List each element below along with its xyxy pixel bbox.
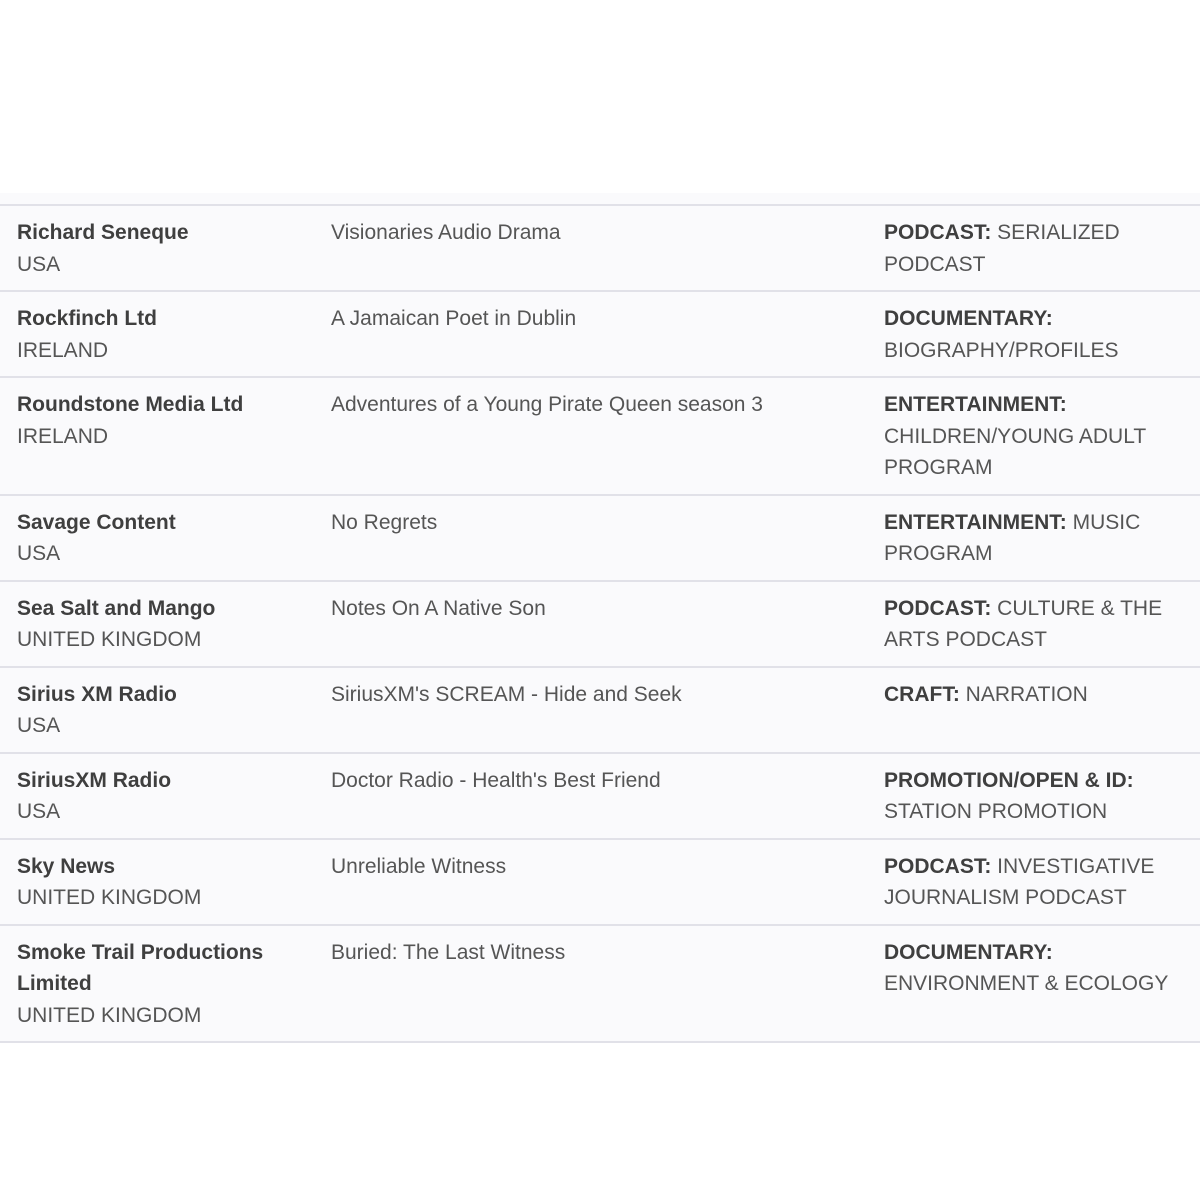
entrant-name: Sea Salt and Mango: [17, 596, 216, 620]
entrant-cell: [0, 217, 331, 280]
entry-title: Doctor Radio - Health's Best Friend: [331, 768, 661, 792]
entrant-cell: [0, 851, 331, 914]
entrant-cell: [0, 765, 331, 828]
entrant-cell: [0, 593, 331, 656]
entry-title-cell: [331, 851, 884, 914]
entry-title-cell: [331, 679, 884, 742]
entry-title: Unreliable Witness: [331, 854, 507, 878]
entrant-country: IRELAND: [17, 338, 109, 362]
table-row: [0, 752, 1200, 838]
category-label: PODCAST:: [884, 854, 992, 878]
category-value: ENVIRONMENT & ECOLOGY: [884, 972, 1169, 995]
entry-title: A Jamaican Poet in Dublin: [331, 307, 577, 330]
entrant-country: USA: [17, 252, 61, 276]
category-cell: [884, 217, 1200, 280]
category-label: PODCAST:: [884, 221, 992, 244]
category-label: ENTERTAINMENT:: [884, 510, 1067, 534]
entry-title: Notes On A Native Son: [331, 596, 546, 620]
entrant-name: Smoke Trail Productions Limited: [17, 940, 264, 995]
table-row: [0, 376, 1200, 494]
entries-table: [0, 193, 1200, 1043]
entry-title-cell: [331, 593, 884, 656]
table-row: [0, 204, 1200, 290]
category-value: CULTURE & THE ARTS PODCAST: [884, 596, 1163, 651]
entrant-country: UNITED KINGDOM: [17, 628, 202, 651]
category-value: BIOGRAPHY/PROFILES: [884, 338, 1119, 362]
entrant-country: UNITED KINGDOM: [17, 1003, 202, 1027]
category-cell: [884, 593, 1200, 656]
category-label: PODCAST:: [884, 596, 992, 620]
entry-title-cell: [331, 389, 884, 484]
entrant-cell: [0, 303, 331, 366]
category-cell: [884, 507, 1200, 570]
entrant-cell: [0, 679, 331, 742]
category-label: DOCUMENTARY:: [884, 940, 1053, 964]
table-row: [0, 290, 1200, 376]
entry-title-cell: [331, 507, 884, 570]
category-value: INVESTIGATIVE JOURNALISM PODCAST: [884, 854, 1155, 909]
category-cell: [884, 851, 1200, 914]
entrant-name: Rockfinch Ltd: [17, 307, 157, 330]
entrant-name: Richard Seneque: [17, 221, 189, 244]
entrant-cell: [0, 507, 331, 570]
table-row: [0, 666, 1200, 752]
category-label: PROMOTION/OPEN & ID:: [884, 768, 1134, 792]
entry-title: Adventures of a Young Pirate Queen season 3: [331, 393, 763, 416]
table-row: [0, 838, 1200, 924]
category-label: ENTERTAINMENT:: [884, 393, 1067, 416]
entrant-name: Savage Content: [17, 510, 176, 534]
category-cell: [884, 303, 1200, 366]
entrant-country: UNITED KINGDOM: [17, 886, 202, 909]
entry-title: SiriusXM's SCREAM - Hide and Seek: [331, 682, 682, 706]
category-label: DOCUMENTARY:: [884, 307, 1053, 330]
category-value: SERIALIZED PODCAST: [884, 221, 1120, 276]
category-value: STATION PROMOTION: [884, 800, 1108, 823]
entry-title-cell: [331, 217, 884, 280]
category-value: MUSIC PROGRAM: [884, 510, 1141, 565]
entrant-cell: [0, 937, 331, 1032]
entry-title: Buried: The Last Witness: [331, 940, 566, 964]
category-label: CRAFT:: [884, 682, 960, 706]
table-row: [0, 494, 1200, 580]
entrant-name: Sirius XM Radio: [17, 682, 177, 706]
category-cell: [884, 765, 1200, 828]
table-row: [0, 924, 1200, 1044]
entry-title: Visionaries Audio Drama: [331, 221, 561, 244]
category-cell: [884, 389, 1200, 484]
category-cell: [884, 679, 1200, 742]
entry-title-cell: [331, 937, 884, 1032]
category-cell: [884, 937, 1200, 1032]
entry-title: No Regrets: [331, 510, 438, 534]
entrant-country: IRELAND: [17, 424, 109, 448]
entrant-country: USA: [17, 542, 61, 565]
table-row: [0, 580, 1200, 666]
entrant-name: Roundstone Media Ltd: [17, 393, 244, 416]
entrant-name: SiriusXM Radio: [17, 768, 172, 792]
entry-title-cell: [331, 303, 884, 366]
entrant-country: USA: [17, 800, 61, 823]
category-value: NARRATION: [959, 682, 1088, 706]
entrant-name: Sky News: [17, 854, 116, 878]
entry-title-cell: [331, 765, 884, 828]
entrant-cell: [0, 389, 331, 484]
category-value: CHILDREN/YOUNG ADULT PROGRAM: [884, 424, 1146, 479]
entrant-country: USA: [17, 714, 61, 737]
